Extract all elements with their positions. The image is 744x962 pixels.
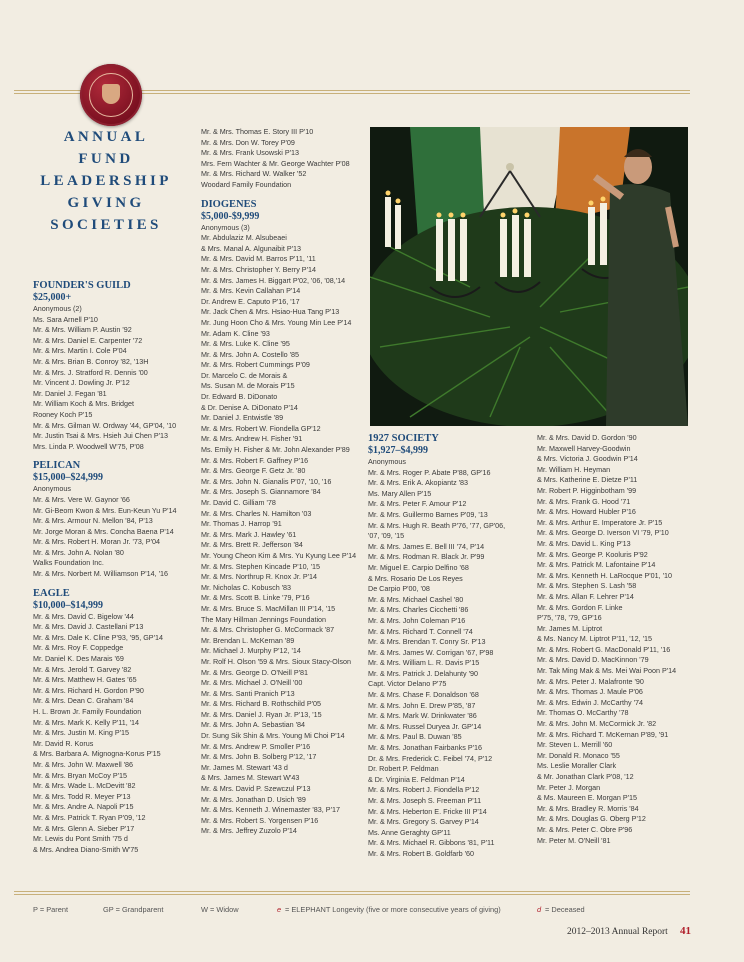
donor-line: Mr. Adam K. Cline '93 <box>201 328 270 338</box>
donor-line: Mr. & Mrs. Luke K. Cline '95 <box>201 339 290 349</box>
donor-line: Mr. Gi-Beom Kwon & Mrs. Eun-Keun Yu P'14 <box>33 505 177 515</box>
donor-line: Mr. & Mrs. Christopher G. McCormack '87 <box>201 625 335 635</box>
donor-line: Mr. & Mrs. Brendan T. Conry Sr. P'13 <box>368 637 486 647</box>
donor-line: Mr. & Mrs. Robert B. Goldfarb '60 <box>368 848 475 858</box>
gift-range: $15,000–$24,999 <box>33 472 103 484</box>
donor-line: Mr. & Mrs. James W. Corrigan '67, P'98 <box>368 647 494 657</box>
donor-line: Mr. & Mrs. Robert H. Moran Jr. '73, P'04 <box>33 537 160 547</box>
legend-deceased: = Deceased <box>545 905 585 914</box>
donor-line: Mr. & Mrs. Bruce S. MacMillan III P'14, '15 <box>201 603 336 613</box>
donor-line: Ms. Anne Geraghty GP'11 <box>368 827 451 837</box>
donor-line: & Mrs. Rosario De Los Reyes <box>368 573 463 583</box>
donor-line: Mr. James M. Stewart '43 d <box>201 762 288 772</box>
donor-line: Mr. & Mrs. George F. Getz Jr. '80 <box>201 466 306 476</box>
donor-line: Capt. Victor Delano P'75 <box>368 679 447 689</box>
donor-line: Mr. & Mrs. Michael Cashel '80 <box>368 594 464 604</box>
donor-line: Mr. William H. Heyman <box>537 464 611 474</box>
donor-line: Mr. & Mrs. Peter F. Amour P'12 <box>368 499 467 509</box>
donor-line: De Carpio P'00, '08 <box>368 584 430 594</box>
donor-line: Dr. Marcelo C. de Morais & <box>201 370 288 380</box>
donor-line: Mr. & Mrs. Roy F. Coppedge <box>33 643 124 653</box>
donor-line: Mr. & Mrs. Northrup R. Knox Jr. P'14 <box>201 572 318 582</box>
donor-line: Mr. & Mrs. Martin I. Cole P'04 <box>33 346 127 356</box>
donor-line: Mr. & Mrs. Patrick M. Lafontaine P'14 <box>537 560 656 570</box>
donor-line: Mr. Brendan L. McKernan '89 <box>201 635 295 645</box>
donor-line: Mr. & Mrs. Santi Pranich P'13 <box>201 688 295 698</box>
donor-line: Mr. Jack Chen & Mrs. Hsiao-Hua Tang P'13 <box>201 307 340 317</box>
donor-line: Woodard Family Foundation <box>201 179 292 189</box>
donor-line: Mr. & Mrs. Richard H. Gordon P'90 <box>33 685 144 695</box>
donor-line: Mr. & Mrs. Brian B. Conroy '82, '13H <box>33 356 149 366</box>
section-gap <box>201 191 361 199</box>
donor-line: Mr. & Mrs. John M. McCormick Jr. '82 <box>537 719 657 729</box>
donor-line: Mr. & Mrs. Jeffrey Zuzolo P'14 <box>201 826 297 836</box>
donor-line: Dr. Edward B. DiDonato <box>201 392 278 402</box>
donor-line: Mr. Jung Hoon Cho & Mrs. Young Min Lee P'14 <box>201 317 352 327</box>
donor-line: Dr. Andrew E. Caputo P'16, '17 <box>201 296 300 306</box>
donor-line: Mr. Thomas O. McCarthy '78 <box>537 708 629 718</box>
donor-line: Mr. & Mrs. John Coleman P'16 <box>368 615 466 625</box>
donor-line: Mrs. Linda P. Woodwell W'75, P'08 <box>33 441 144 451</box>
donor-line: Mr. & Mrs. Matthew H. Gates '65 <box>33 675 137 685</box>
donor-line: Mr. & Mrs. John E. Drew P'85, '87 <box>368 700 476 710</box>
donor-line: Mr. & Mrs. Edwin J. McCarthy '74 <box>537 697 644 707</box>
donor-line: Mr. & Mrs. Roger P. Abate P'88, GP'16 <box>368 467 491 477</box>
donor-line: Mr. Nicholas C. Kobusch '83 <box>201 582 292 592</box>
donor-line: Mr. & Mrs. Armour N. Mellon '84, P'13 <box>33 516 153 526</box>
donor-line: The Mary Hillman Jennings Foundation <box>201 614 327 624</box>
donor-line: Anonymous <box>33 484 71 494</box>
gift-range: $25,000+ <box>33 292 72 303</box>
donor-line: Mr. & Mrs. Andre A. Napoli P'15 <box>33 802 134 812</box>
donor-line: Mr. & Mrs. David P. Szewczul P'13 <box>201 784 311 794</box>
title-line: FUND <box>78 151 134 167</box>
legend-widow: W = Widow <box>201 905 239 914</box>
donor-line: Ms. Sara Arnell P'10 <box>33 314 98 324</box>
donor-line: Mr. & Mrs. George D. O'Neill P'81 <box>201 667 308 677</box>
donor-line: Anonymous (2) <box>33 304 82 313</box>
donor-line: Mr. & Mrs. Robert W. Fiondella GP'12 <box>201 423 321 433</box>
donor-line: Mr. & Mrs. Gilman W. Ordway '44, GP'04, '10 <box>33 420 177 430</box>
donor-line: Anonymous (3) <box>201 222 250 232</box>
founders-pelican-eagle-column <box>33 280 193 855</box>
donor-line: Mr. & Mrs. Thomas E. Story III P'10 <box>201 127 314 136</box>
donor-line: Mr. & Mrs. Vere W. Gaynor '66 <box>33 494 130 504</box>
donor-line: Mr. & Mrs. Mark K. Kelly P'11, '14 <box>33 717 140 727</box>
donor-line: Mr. & Mrs. Norbert M. Williamson P'14, '16 <box>33 569 168 579</box>
page-title <box>22 126 190 236</box>
donor-line: Mr. James M. Liptrot <box>537 623 603 633</box>
donor-line: Mr. & Mrs. Andrew P. Smoller P'16 <box>201 741 311 751</box>
legend-elephant: = ELEPHANT Longevity (five or more consecutive years of giving) <box>285 905 501 914</box>
donor-line: Mr. Jorge Moran & Mrs. Concha Baena P'14 <box>33 526 174 536</box>
donor-line: Mr. & Mrs. Richard T. McKernan P'89, '91 <box>537 729 669 739</box>
donor-line: Mr. & Mrs. James E. Bell III '74, P'14 <box>368 541 485 551</box>
donor-line: & Mrs. Manal A. Algunaibit P'13 <box>201 243 302 253</box>
bottom-rule <box>14 891 690 895</box>
society-1927-column <box>368 433 532 860</box>
title-line: ANNUAL <box>63 129 149 145</box>
donor-line: Mr. & Mrs. John W. Maxwell '86 <box>33 759 134 769</box>
eagle-diogenes-column <box>201 127 361 837</box>
donor-line: Mr. Miguel E. Carpio Delfino '68 <box>368 562 469 572</box>
donor-line: Mr. & Mrs. Gregory S. Garvey P'14 <box>368 817 479 827</box>
donor-line: Mr. Rolf H. Olson '59 & Mrs. Sioux Stacy-Olson <box>201 656 351 666</box>
society-1927-continued-column <box>537 433 697 846</box>
section-gap <box>33 580 193 588</box>
donor-line: Mrs. Fern Wachter & Mr. George Wachter P'08 <box>201 158 350 168</box>
donor-line: & Ms. Maureen E. Morgan P'15 <box>537 793 638 803</box>
donor-line: Mr. & Mrs. Mark W. Drinkwater '86 <box>368 711 477 721</box>
donor-line: Mr. & Mrs. Peter J. Malafronte '90 <box>537 676 644 686</box>
donor-line: Dr. & Mrs. Frederick C. Feibel '74, P'12 <box>368 753 493 763</box>
donor-line: Mr. & Mrs. Joseph S. Giannamore '84 <box>201 487 321 497</box>
donor-line: Mr. & Mrs. Christopher Y. Berry P'14 <box>201 264 316 274</box>
donor-line: Mr. & Mrs. Todd R. Meyer P'13 <box>33 791 131 801</box>
donor-line: Mr. & Mrs. George D. Iverson VI '79, P'10 <box>537 528 669 538</box>
photo-illustration <box>370 127 688 426</box>
donor-line: Mr. & Mrs. David L. King P'13 <box>537 538 631 548</box>
donor-line: Ms. Leslie Moraller Clark <box>537 761 617 771</box>
donor-line: Mr. & Mrs. Peter C. Obre P'96 <box>537 824 633 834</box>
donor-line: Mr. Abdulaziz M. Alsubeaei <box>201 233 287 243</box>
donor-line: Mr. & Mrs. Stephen S. Lash '58 <box>537 581 637 591</box>
donor-line: Mr. & Mrs. Rodman R. Black Jr. P'99 <box>368 552 485 562</box>
donor-line: & Mrs. Katherine E. Dietze P'11 <box>537 475 638 485</box>
donor-line: Mr. & Mrs. Allan F. Lehrer P'14 <box>537 591 634 601</box>
donor-line: Mr. & Mrs. Howard Hubler P'16 <box>537 507 636 517</box>
donor-line: & Mr. Jonathan Clark P'08, '12 <box>537 772 634 781</box>
donor-line: Mr. & Mrs. Hugh R. Beath P'76, '77, GP'06, <box>368 520 506 530</box>
donor-line: Mr. Peter J. Morgan <box>537 782 601 792</box>
donor-line: Mr. & Mrs. Joseph S. Freeman P'11 <box>368 796 482 805</box>
donor-line: Mr. & Mrs. Patrick J. Delahunty '90 <box>368 668 479 678</box>
donor-line: Mr. & Mrs. Richard W. Walker '52 <box>201 169 307 179</box>
donor-line: Mr. & Mrs. Wade L. McDevitt '82 <box>33 781 136 791</box>
elephant-icon: e <box>277 905 282 914</box>
donor-line: Dr. Robert P. Feldman <box>368 764 439 774</box>
donor-line: Mr. Daniel K. Des Marais '69 <box>33 654 124 664</box>
donor-line: Mr. & Mrs. Charles N. Hamilton '03 <box>201 508 312 518</box>
donor-line: Mr. & Mrs. Robert G. MacDonald P'11, '16 <box>537 644 671 654</box>
donor-line: Mr. David R. Korus <box>33 738 94 748</box>
donor-line: Dr. Sung Sik Shin & Mrs. Young Mi Choi P'14 <box>201 731 345 741</box>
donor-line: Ms. Susan M. de Morais P'15 <box>201 381 295 391</box>
donor-line: Mr. & Mrs. David D. Gordon '90 <box>537 433 637 442</box>
donor-line: Mr. & Mrs. Andrew H. Fisher '91 <box>201 434 303 444</box>
donor-line: & Dr. Virginia E. Feldman P'14 <box>368 774 465 784</box>
donor-line: Mr. & Mrs. Gordon F. Linke <box>537 602 623 612</box>
donor-line: Mr. & Mrs. Jonathan D. Usich '89 <box>201 794 306 804</box>
donor-line: Mr. & Mrs. Kenneth J. Winemaster '83, P'17 <box>201 805 340 815</box>
donor-line: Mr. & Mrs. Thomas J. Maule P'06 <box>537 687 643 697</box>
donor-line: Mr. & Mrs. Richard B. Rothschild P'05 <box>201 699 322 709</box>
donor-line: Mr. & Mrs. John B. Solberg P'12, '17 <box>201 752 317 762</box>
donor-line: Mr. & Mrs. David D. MacKinnon '79 <box>537 655 649 665</box>
donor-line: Mr. Daniel J. Fegan '81 <box>33 388 107 398</box>
donor-line: Mr. Donald R. Monaco '55 <box>537 750 620 760</box>
society-heading: DIOGENES <box>201 198 257 210</box>
donor-line: Mr. & Mrs. Robert F. Gaffney P'16 <box>201 455 309 465</box>
donor-line: Mr. & Mrs. Kevin Callahan P'14 <box>201 286 301 296</box>
donor-line: Ms. Mary Allen P'15 <box>368 488 432 498</box>
donor-line: & Dr. Denise A. DiDonato P'14 <box>201 402 298 412</box>
donor-line: & Mrs. Victoria J. Goodwin P'14 <box>537 454 638 464</box>
donor-line: Mr. & Mrs. Russel Duryea Jr. GP'14 <box>368 721 482 731</box>
donor-line: Mr. Vincent J. Dowling Jr. P'12 <box>33 378 130 388</box>
donor-line: Mr. & Mrs. John A. Costello '85 <box>201 349 300 359</box>
donor-line: Mr. & Mrs. Paul B. Duwan '85 <box>368 732 462 742</box>
donor-line: Mr. & Mrs. Charles Cicchetti '86 <box>368 605 469 615</box>
donor-line: Mr. & Mrs. Daniel J. Ryan Jr. P'13, '15 <box>201 709 322 719</box>
donor-line: '07, '09, '15 <box>368 531 405 541</box>
donor-line: Mr. & Mrs. John A. Sebastian '84 <box>201 720 306 730</box>
donor-line: Mr. & Mrs. Robert Cummings P'09 <box>201 360 310 370</box>
donor-line: Rooney Koch P'15 <box>33 409 93 419</box>
donor-line: & Mrs. James M. Stewart W'43 <box>201 773 300 783</box>
gift-range: $1,927–$4,999 <box>368 445 428 456</box>
donor-line: Mr. & Mrs. Michael J. O'Neill '00 <box>201 678 303 688</box>
donor-line: Mr. & Mrs. Frank G. Hood '71 <box>537 496 631 506</box>
donor-line: Anonymous <box>368 457 406 466</box>
title-line: SOCIETIES <box>50 217 162 233</box>
donor-line: Mr. Tak Ming Mak & Ms. Mei Wai Poon P'14 <box>537 666 677 676</box>
donor-line: Mr. & Mrs. Heberton E. Fricke III P'14 <box>368 806 487 816</box>
donor-line: Mr. Steven L. Merrill '60 <box>537 740 613 750</box>
donor-line: & Ms. Nancy M. Liptrot P'11, '12, '15 <box>537 634 653 644</box>
society-heading: 1927 SOCIETY <box>368 433 439 444</box>
society-heading: EAGLE <box>33 587 70 599</box>
donor-line: & Mrs. Barbara A. Mignogna-Korus P'15 <box>33 749 161 759</box>
donor-line: Mr. & Mrs. Arthur E. Imperatore Jr. P'15 <box>537 517 663 527</box>
donor-line: Mr. & Mrs. George P. Kooluris P'92 <box>537 549 648 559</box>
donor-line: H. L. Brown Jr. Family Foundation <box>33 707 142 716</box>
donor-line: Mr. & Mrs. Mark J. Hawley '61 <box>201 529 297 539</box>
donor-line: Mr. & Mrs. Frank Usowski P'13 <box>201 148 300 158</box>
gift-range: $10,000–$14,999 <box>33 599 103 611</box>
photo-candles-greenery <box>370 127 688 426</box>
donor-line: Mr. William Koch & Mrs. Bridget <box>33 399 135 409</box>
title-line: GIVING <box>67 195 145 211</box>
donor-line: Mr. & Mrs. Daniel E. Carpenter '72 <box>33 335 143 345</box>
donor-line: Mr. & Mrs. David C. Bigelow '44 <box>33 611 134 621</box>
donor-line: Mr. & Mrs. David J. Castellani P'13 <box>33 622 144 632</box>
donor-line: Mr. & Mrs. Dale K. Cline P'93, '95, GP'14 <box>33 632 163 642</box>
donor-line: Mr. & Mrs. Michael R. Gibbons '81, P'11 <box>368 838 495 848</box>
section-gap <box>33 452 193 460</box>
donor-line: Mr. & Mrs. Jerold T. Garvey '82 <box>33 664 132 674</box>
donor-line: Mr. Thomas J. Harrop '91 <box>201 519 282 529</box>
donor-line: Mr. Young Cheon Kim & Mrs. Yu Kyung Lee P'14 <box>201 550 357 560</box>
donor-line: Walks Foundation Inc. <box>33 558 104 568</box>
title-line: LEADERSHIP <box>40 173 172 189</box>
donor-line: Mr. & Mrs. Chase F. Donaldson '68 <box>368 690 479 700</box>
donor-line: Mr. Robert P. Higginbotham '99 <box>537 485 637 495</box>
legend-parent: P = Parent <box>33 905 68 914</box>
deceased-icon: d <box>537 905 542 914</box>
society-heading: FOUNDER'S GUILD <box>33 280 131 291</box>
donor-line: Mr. Daniel J. Entwistle '89 <box>201 413 284 423</box>
donor-line: Mr. & Mrs. Douglas G. Oberg P'12 <box>537 814 646 824</box>
donor-line: Mr. & Mrs. Robert S. Yorgensen P'16 <box>201 815 319 825</box>
donor-line: Mr. & Mrs. Kenneth H. LaRocque P'01, '10 <box>537 570 672 580</box>
donor-line: Mr. Michael J. Murphy P'12, '14 <box>201 646 301 656</box>
donor-line: Mr. & Mrs. J. Stratford R. Dennis '00 <box>33 367 148 377</box>
donor-line: Mr. & Mrs. Justin M. King P'15 <box>33 728 130 738</box>
donor-line: Mr. & Mrs. John N. Gianalis P'07, '10, '16 <box>201 476 332 486</box>
donor-line: Mr. & Mrs. James H. Biggart P'02, '06, '08,'14 <box>201 275 346 285</box>
donor-line: Mr. & Mrs. Stephen Kincade P'10, '15 <box>201 561 321 571</box>
donor-line: Mr. & Mrs. Patrick T. Ryan P'09, '12 <box>33 812 146 822</box>
donor-line: Ms. Emily H. Fisher & Mr. John Alexander P'89 <box>201 445 350 455</box>
legend-grandparent: GP = Grandparent <box>103 905 164 914</box>
donor-line: Mr. & Mrs. Jonathan Fairbanks P'16 <box>368 743 483 753</box>
donor-line: Mr. & Mrs. John A. Nolan '80 <box>33 547 124 557</box>
page-number: 41 <box>680 925 691 937</box>
donor-line: Mr. David C. Gilliam '78 <box>201 498 276 507</box>
report-title: 2012–2013 Annual Report <box>567 927 668 937</box>
donor-line: Mr. & Mrs. Richard T. Connell '74 <box>368 626 473 636</box>
donor-line: Mr. Lewis du Pont Smith '75 d <box>33 834 128 844</box>
gift-range: $5,000-$9,999 <box>201 210 260 222</box>
donor-line: Mr. & Mrs. William L. R. Davis P'15 <box>368 658 480 668</box>
donor-line: Mr. & Mrs. Glenn A. Sieber P'17 <box>33 823 135 833</box>
donor-line: Mr. & Mrs. David M. Barros P'11, '11 <box>201 254 316 264</box>
donor-line: Mr. & Mrs. Dean C. Graham '84 <box>33 696 134 706</box>
donor-line: Mr. & Mrs. Don W. Torey P'09 <box>201 137 295 147</box>
donor-line: Mr. & Mrs. Erik A. Akopiantz '83 <box>368 478 469 488</box>
donor-line: Mr. & Mrs. Guillermo Barnes P'09, '13 <box>368 509 488 519</box>
society-heading: PELICAN <box>33 460 81 472</box>
donor-line: Mr. & Mrs. Scott B. Linke '79, P'16 <box>201 593 310 603</box>
donor-line: & Mrs. Andrea Diano-Smith W'75 <box>33 844 139 854</box>
donor-line: Mr. & Mrs. William P. Austin '92 <box>33 325 132 335</box>
donor-line: Mr. Maxwell Harvey-Goodwin <box>537 443 631 453</box>
donor-line: Mr. Justin Tsai & Mrs. Hsieh Jui Chen P'13 <box>33 431 169 441</box>
donor-line: Mr. & Mrs. Bryan McCoy P'15 <box>33 770 128 780</box>
donor-line: P'75, '78, '79, GP'16 <box>537 613 602 623</box>
donor-line: Mr. & Mrs. Brett R. Jefferson '84 <box>201 540 303 550</box>
school-seal-logo <box>80 64 142 126</box>
donor-line: Mr. Peter M. O'Neill '81 <box>537 835 611 845</box>
donor-line: Mr. & Mrs. Robert J. Fiondella P'12 <box>368 785 480 795</box>
donor-line: Mr. & Mrs. Bradley R. Morris '84 <box>537 803 639 813</box>
